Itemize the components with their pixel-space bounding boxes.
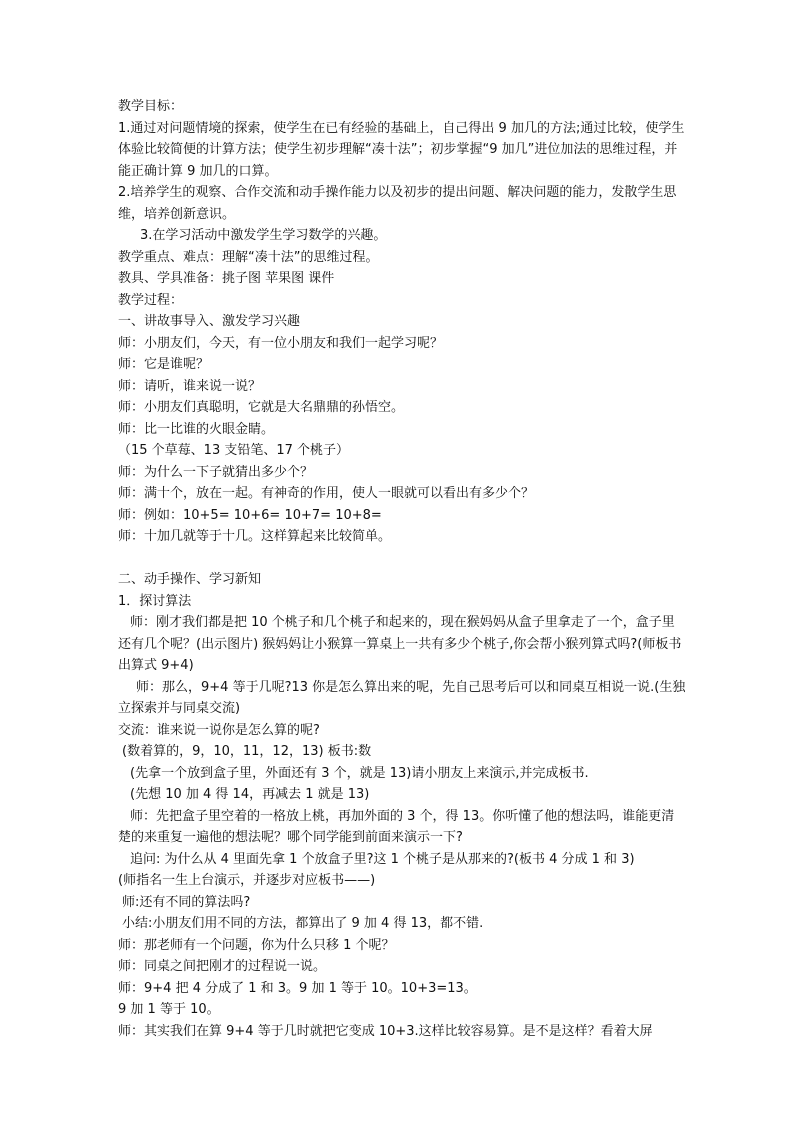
question-line-3: 师：9+4 把 4 分成了 1 和 3。9 加 1 等于 10。10+3=13。 bbox=[118, 980, 477, 996]
summary-line: 小结:小朋友们用不同的方法，都算出了 9 加 4 得 13，都不错. bbox=[122, 916, 484, 931]
section2-para-1: 师：刚才我们都是把 10 个桃子和几个桃子和起来的，现在猴妈妈从盒子里拿走了一个，盒子里还有几个呢？(出示图片) 猴妈妈让小猴算一算桌上一共有多少个桃子,你会帮小猴列算式吗?(师板书出算式 9+4) bbox=[118, 615, 682, 673]
objective-3: 3.在学习活动中激发学生学习数学的兴趣。 bbox=[140, 228, 387, 243]
section1-line-3: 师：请听，谁来说一说？ bbox=[118, 378, 262, 394]
section1-line-2: 师：它是谁呢？ bbox=[118, 357, 210, 372]
section1-line-7: 师：为什么一下子就猜出多少个？ bbox=[118, 464, 314, 480]
process-title: 教学过程： bbox=[118, 292, 184, 308]
exchange-line: 交流：谁来说一说你是怎么算的呢? bbox=[118, 722, 320, 738]
objective-2: 2.培养学生的观察、合作交流和动手操作能力以及初步的提出问题、解决问题的能力，发散学生思维，培养创新意识。 bbox=[118, 185, 677, 222]
question-line-5: 师：其实我们在算 9+4 等于几时就把它变成 10+3.这样比较容易算。是不是这样？看着大屏 bbox=[118, 1023, 653, 1039]
section1-line-10: 师：十加几就等于十几。这样算起来比较简单。 bbox=[118, 529, 392, 544]
question-line-2: 师：同桌之间把刚才的过程说一说。 bbox=[118, 959, 327, 974]
objectives-title: 教学目标： bbox=[118, 99, 184, 114]
document-page bbox=[118, 96, 686, 1042]
section1-line-1: 师：小朋友们，今天，有一位小朋友和我们一起学习呢？ bbox=[118, 335, 444, 351]
section2-subtitle: 1．探讨算法 bbox=[118, 593, 192, 609]
method-3: (先想 10 加 4 得 14，再减去 1 就是 13) bbox=[130, 787, 370, 802]
section1-line-9: 师：例如：10+5= 10+6= 10+7= 10+8= bbox=[118, 507, 382, 523]
method-2: (先拿一个放到盒子里，外面还有 3 个，就是 13)请小朋友上来演示,并完成板书. bbox=[130, 765, 589, 781]
question-line-4: 9 加 1 等于 10。 bbox=[118, 1002, 220, 1017]
method-1: (数着算的，9，10，11，12，13) 板书:数 bbox=[122, 744, 372, 759]
followup-line: 追问: 为什么从 4 里面先拿 1 个放盒子里?这 1 个桃子是从那来的?(板书 4 分成 1 和 3) bbox=[130, 851, 635, 867]
section2-para-3: 师：先把盒子里空着的一格放上桃，再加外面的 3 个，得 13。你听懂了他的想法吗，谁能更清楚的来重复一遍他的想法呢？哪个同学能到前面来演示一下? bbox=[118, 808, 675, 845]
section2-title: 二、动手操作、学习新知 bbox=[118, 572, 262, 587]
section1-line-5: 师：比一比谁的火眼金睛。 bbox=[118, 421, 275, 437]
materials: 教具、学具准备：挑子图 苹果图 课件 bbox=[118, 271, 335, 286]
question-line-1: 师：那老师有一个问题，你为什么只移 1 个呢？ bbox=[118, 937, 395, 953]
section2-para-2: 师：那么，9+4 等于几呢?13 你是怎么算出来的呢，先自己思考后可以和同桌互相说一说.(生独立探索并与同桌交流) bbox=[118, 679, 686, 716]
section1-line-8: 师：满十个，放在一起。有神奇的作用，使人一眼就可以看出有多少个？ bbox=[118, 486, 535, 501]
section1-line-6: （15 个草莓、13 支铅笔、17 个桃子） bbox=[118, 443, 350, 458]
section1-line-4: 师：小朋友们真聪明，它就是大名鼎鼎的孙悟空。 bbox=[118, 400, 405, 415]
blank-line bbox=[118, 548, 686, 570]
section1-title: 一、讲故事导入、激发学习兴趣 bbox=[118, 314, 301, 329]
demo-line: (师指名一生上台演示，并逐步对应板书——) bbox=[118, 873, 376, 888]
key-points: 教学重点、难点：理解“凑十法”的思维过程。 bbox=[118, 249, 379, 265]
other-methods-line: 师:还有不同的算法吗? bbox=[122, 894, 251, 910]
objective-1: 1.通过对问题情境的探索，使学生在已有经验的基础上，自己得出 9 加几的方法;通过比较，使学生体验比较简便的计算方法；使学生初步理解“凑十法”；初步掌握“9 加几”进位加法的思维过程，并能正确计算 9 加几的口算。 bbox=[118, 120, 685, 179]
